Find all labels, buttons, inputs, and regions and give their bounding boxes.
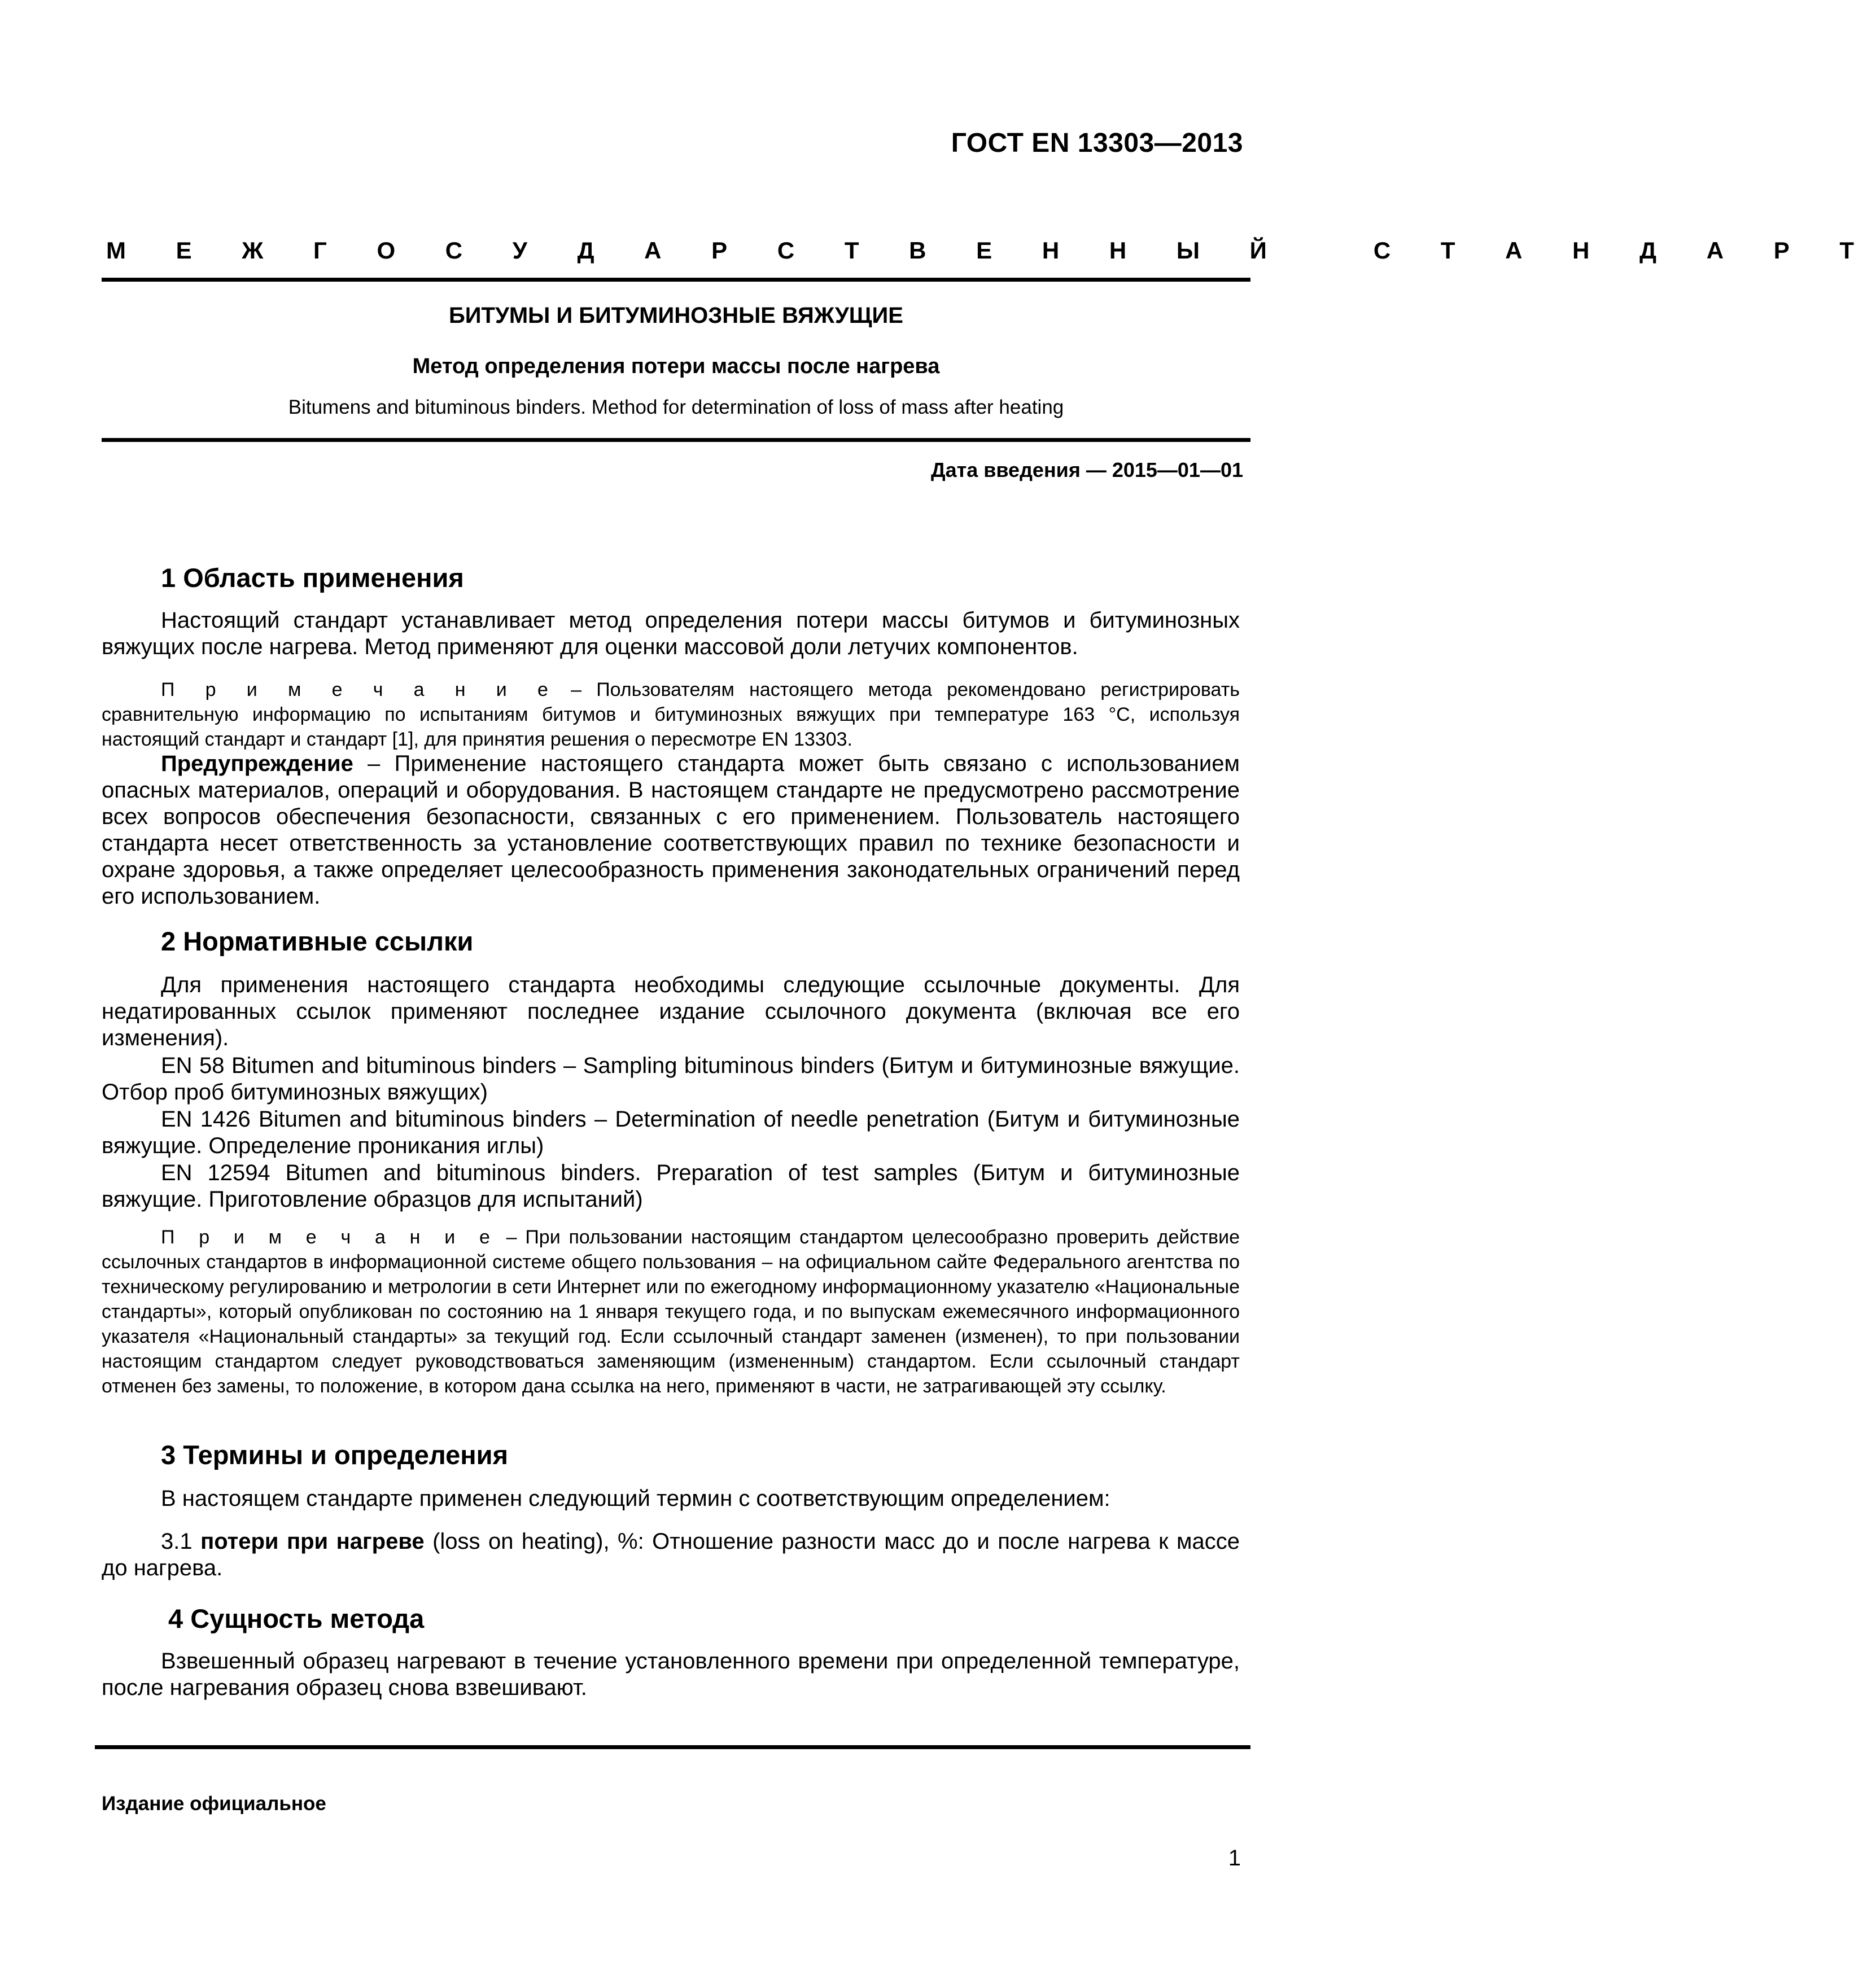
term-name: потери при нагреве <box>200 1529 425 1554</box>
note-label: П р и м е ч а н и е <box>161 679 556 700</box>
document-title: БИТУМЫ И БИТУМИНОЗНЫЕ ВЯЖУЩИЕ <box>449 303 903 328</box>
section-1-heading: 1 Область применения <box>161 563 464 593</box>
term-number: 3.1 <box>161 1529 201 1554</box>
note-text: – При пользовании настоящим стандартом целесообразно проверить действие ссылочных стандартов в информационной системе общего пользования – на официальном сайте Федерального агентства по техническому регулированию и метрологии в сети Интернет или по ежегодному информационному указателю «Национальные стандарты», который опубликован по состоянию на 1 января текущего года, и по выпускам ежемесячного информационного указателя «Национальный стандарты» за текущий год. Если ссылочный стандарт заменен (изменен), то при пользовании настоящим стандартом следует руководствоваться заменяющим (измененным) стандартом. Если ссылочный стандарт отменен без замены, то положение, в котором дана ссылка на него, применяют в части, не затрагивающей эту ссылку. <box>102 1226 1240 1397</box>
english-title: Bitumens and bituminous binders. Method for determination of loss of mass after heating <box>288 396 1064 418</box>
document-number: ГОСТ EN 13303—2013 <box>951 128 1243 158</box>
footer-divider <box>95 1745 1250 1749</box>
term-definition-text: (loss on heating), %: Отношение разности масс до и после нагрева к массе до нагрева. <box>102 1529 1240 1580</box>
warning-label: Предупреждение <box>161 751 353 776</box>
title-divider <box>102 438 1250 442</box>
reference-item: EN 12594 Bitumen and bituminous binders. Preparation of test samples (Битум и битуминозные вяжущие. Приготовление образцов для испытаний) <box>102 1160 1240 1212</box>
section-4-heading: 4 Сущность метода <box>168 1604 425 1633</box>
introduction-date: Дата введения — 2015—01—01 <box>930 458 1243 481</box>
section-3-heading: 3 Термины и определения <box>161 1440 508 1470</box>
reference-item: EN 1426 Bitumen and bituminous binders – Determination of needle penetration (Битум и битуминозные вяжущие. Определение проникания иглы) <box>102 1107 1240 1158</box>
section-4-paragraph: Взвешенный образец нагревают в течение установленного времени при определенной температуре, после нагревания образец снова взвешивают. <box>102 1649 1240 1700</box>
section-2-paragraph: Для применения настоящего стандарта необходимы следующие ссылочные документы. Для недатированных ссылок применяют последнее издание ссылочного документа (включая все его изменения). <box>102 973 1240 1050</box>
section-2-heading: 2 Нормативные ссылки <box>161 926 474 956</box>
note-label: П р и м е ч а н и е <box>161 1226 498 1248</box>
interstate-standard-label: М Е Ж Г О С У Д А Р С Т В Е Н Н Ы Й С Т А Н Д А Р Т <box>106 237 1876 264</box>
section-2-note <box>102 1225 1240 1399</box>
section-3-paragraph: В настоящем стандарте применен следующий термин с соответствующим определением: <box>161 1486 1110 1511</box>
note-text: – Пользователям настоящего метода рекомендовано регистрировать сравнительную информацию по испытаниям битумов и битуминозных вяжущих при температуре 163 °С, используя настоящий стандарт и стандарт [1], для принятия решения о пересмотре EN 13303. <box>102 679 1240 750</box>
warning-text: – Применение настоящего стандарта может быть связано с использованием опасных материалов, операций и оборудования. В настоящем стандарте не предусмотрено рассмотрение всех вопросов обеспечения безопасности, связанных с его применением. Пользователь настоящего стандарта несет ответственность за установление соответствующих правил по технике безопасности и охране здоровья, а также определяет целесообразность применения законодательных ограничений перед его использованием. <box>102 751 1240 909</box>
header-divider <box>102 278 1250 282</box>
official-edition-label: Издание официальное <box>102 1793 326 1815</box>
warning-paragraph <box>102 751 1240 910</box>
section-1-note <box>102 677 1240 752</box>
term-definition <box>102 1528 1240 1582</box>
document-subtitle: Метод определения потери массы после нагрева <box>412 354 940 378</box>
section-1-paragraph: Настоящий стандарт устанавливает метод определения потери массы битумов и битуминозных вяжущих после нагрева. Метод применяют для оценки массовой доли летучих компонентов. <box>102 608 1240 659</box>
reference-item: EN 58 Bitumen and bituminous binders – Sampling bituminous binders (Битум и битуминозные вяжущие. Отбор проб битуминозных вяжущих) <box>102 1053 1240 1105</box>
page-number: 1 <box>1228 1846 1241 1871</box>
